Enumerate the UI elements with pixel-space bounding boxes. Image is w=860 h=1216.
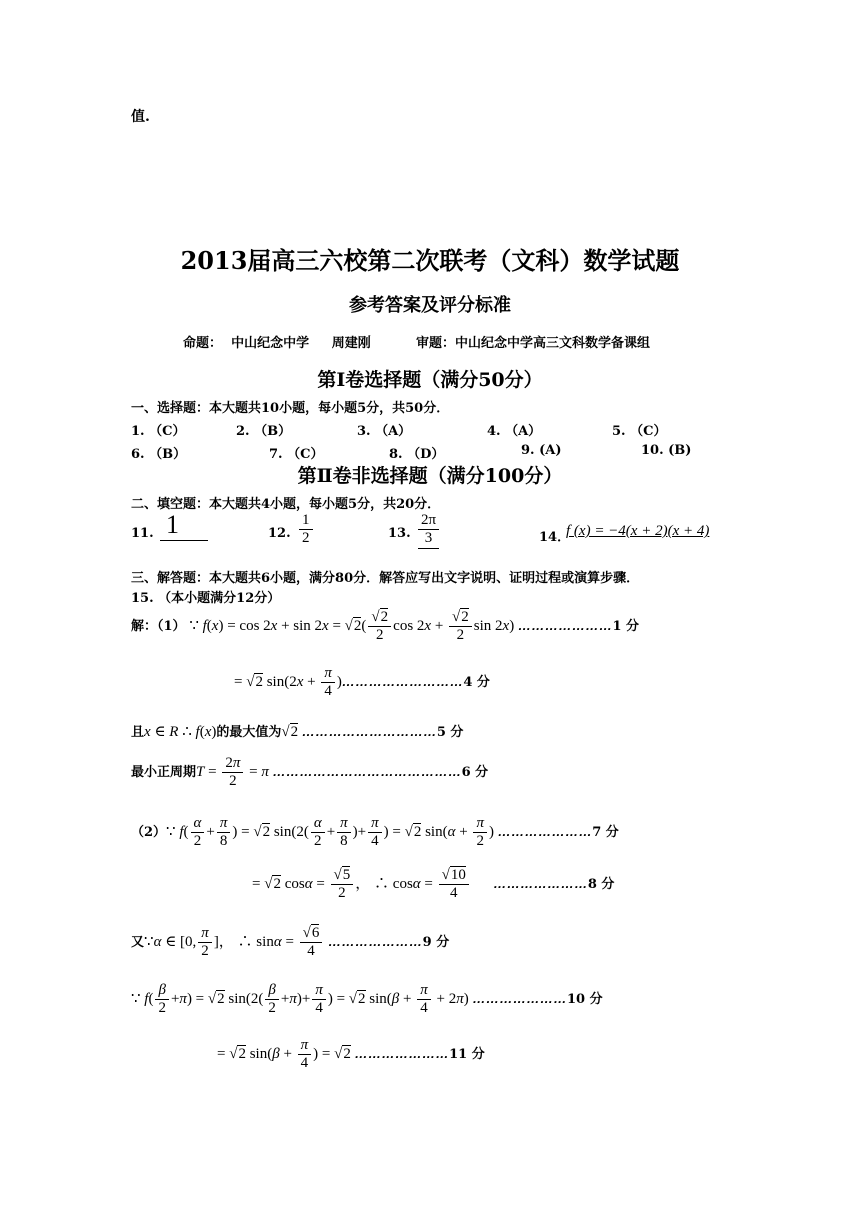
solution-line-5: （2）∵ f( $\frac{\alpha}{2}$ + $\frac{\pi}{8}$ ) = √2 sin(2( $\frac{\alpha}{2}$ + $\frac{\pi}{8}$ )+ $\frac{\pi}{4}$ ) = √2 sin(α + $\frac{\pi}{2}$ ) …………………7 分 [131, 815, 619, 850]
answer-1: 1. （C） [131, 424, 186, 439]
reviewer: 中山纪念中学高三文科数学备课组 [455, 336, 651, 351]
authors-line [183, 332, 650, 351]
solution-line-4: 最小正周期T = $\frac{2\pi}{2}$ = π ……………………………………6 分 [131, 755, 489, 790]
part1-instructions: 一、选择题：本大题共10小题，每小题5分，共50分． [131, 401, 450, 416]
solution-line-7: 又∵α ∈ [0, $\frac{\pi}{2}$ ]， ∴ sinα = $\frac{√6}{4}$ …………………9 分 [131, 925, 450, 960]
setter-school: 中山纪念中学 [231, 336, 310, 351]
fill-instructions: 二、填空题：本大题共4小题，每小题5分，共20分． [131, 497, 441, 512]
answer-7: 7. （C） [269, 447, 324, 462]
reviewer-label: 审题： [416, 336, 456, 351]
answer-2: 2. （B） [236, 424, 292, 439]
page-fragment: 值. [131, 109, 150, 125]
q12-label: 12. [268, 526, 291, 541]
q11-label: 11. [131, 526, 154, 541]
solution-line-2: = √2 sin(2x + $\frac{\pi}{4}$ )………………………4 分 [234, 665, 490, 700]
q11-answer: 1 [160, 510, 208, 541]
answer-5: 5. （C） [612, 424, 667, 439]
q12-answer: $\frac{1}{2}$ [297, 512, 315, 548]
answer-3: 3. （A） [357, 424, 412, 439]
part2-heading: 第Ⅱ卷非选择题（满分100分） [297, 465, 563, 487]
part1-heading: 第Ⅰ卷选择题（满分50分） [317, 369, 543, 391]
answer-6: 6. （B） [131, 447, 187, 462]
document-subtitle: 参考答案及评分标准 [349, 295, 511, 316]
solution-line-3: 且x ∈ R ∴ f(x)的最大值为√2 …………………………5 分 [131, 724, 464, 740]
setter-name: 周建刚 [331, 336, 371, 351]
answer-4: 4. （A） [487, 424, 542, 439]
solve-instructions: 三、解答题：本大题共6小题，满分80分．解答应写出文字说明、证明过程或演算步骤． [131, 571, 640, 586]
setter-label: 命题： [183, 336, 223, 351]
q13-answer: $\frac{2\pi}{3}$ [416, 512, 441, 549]
q13-label: 13. [388, 526, 411, 541]
q14-answer: f (x) = −4(x + 2)(x + 4) [566, 523, 710, 539]
solution-line-6: = √2 cosα = $\frac{√5}{2}$ ， ∴ cosα = $\frac{√10}{4}$ …………………8 分 [252, 867, 615, 902]
solution-line-8: ∵ f( $\frac{\beta}{2}$ +π) = √2 sin(2( $\frac{\beta}{2}$ +π)+ $\frac{\pi}{4}$ ) = √2 sin(β + $\frac{\pi}{4}$ + 2π) …………………10 分 [131, 982, 603, 1017]
answer-9: 9. (A) [521, 443, 562, 458]
q15-heading: 15. （本小题满分12分） [131, 591, 281, 606]
q14-label: 14． [539, 530, 571, 545]
document-title: 2013届高三六校第二次联考（文科）数学试题 [180, 246, 680, 275]
answer-10: 10. (B) [641, 443, 692, 458]
solution-line-9: = √2 sin(β + $\frac{\pi}{4}$ ) = √2 …………………11 分 [217, 1037, 485, 1072]
answer-8: 8. （D） [389, 447, 445, 462]
solution-line-1: 解：（1） ∵ f(x) = cos 2x + sin 2x = √2( $\frac{√2}{2}$ cos 2x + $\frac{√2}{2}$ sin 2x) …………………1 分 [131, 609, 640, 644]
